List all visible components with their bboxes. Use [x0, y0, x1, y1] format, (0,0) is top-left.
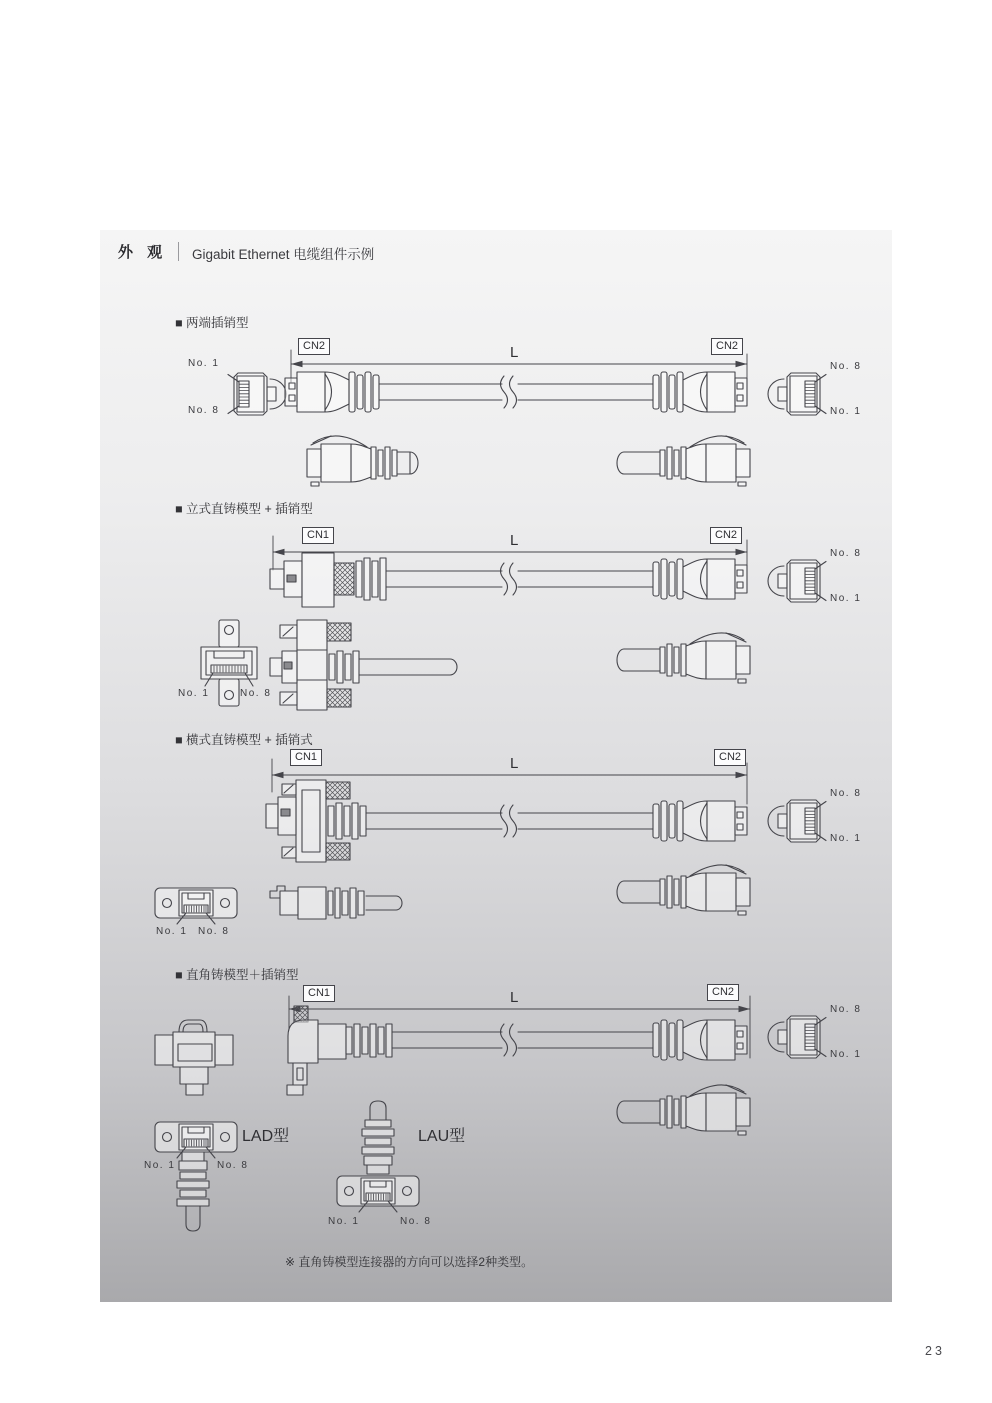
pin-no8-label: No. 8 [830, 548, 862, 559]
rj45-front-view-right [768, 373, 826, 415]
dimension-l-label: L [510, 755, 519, 772]
section-2-label: ■ 立式直铸模型 + 插销型 [175, 502, 313, 516]
pin-no8-label: No. 8 [830, 361, 862, 372]
rj45-plug-right [653, 559, 747, 599]
cn2-left-callout: CN2 [298, 338, 330, 355]
cn1-left-callout: CN1 [302, 527, 334, 544]
vertical-molded-connector-side-view [270, 553, 386, 607]
rj45-plug-right [653, 1020, 747, 1060]
cable [386, 571, 653, 587]
pin-no8-label: No. 8 [830, 788, 862, 799]
right-angle-connector-top-view [155, 1020, 233, 1095]
cn2-right-callout: CN2 [707, 984, 739, 1001]
rj45-plug-side-view-right [617, 633, 750, 683]
pin-no1-label: No. 1 [178, 688, 210, 699]
cn2-right-callout: CN2 [711, 338, 743, 355]
flange-mount-front-view [155, 888, 237, 924]
section-3-label: ■ 横式直铸模型 + 插销式 [175, 733, 313, 747]
rj45-plug-right [653, 801, 747, 841]
appearance-diagram-panel [100, 230, 892, 1302]
pin-no8-label: No. 8 [400, 1216, 432, 1227]
rj45-front-view-right [768, 800, 826, 842]
section-1-label: ■ 两端插销型 [175, 316, 249, 330]
pin-no8-label: No. 8 [240, 688, 272, 699]
section-4-label: ■ 直角铸模型＋插销型 [175, 968, 299, 982]
lau-type-label: LAU型 [418, 1128, 466, 1145]
rj45-plug-left [285, 372, 379, 412]
pin-no1-label: No. 1 [144, 1160, 176, 1171]
cable [392, 1032, 653, 1048]
pin-no1-label: No. 1 [830, 1049, 862, 1060]
horizontal-molded-connector-mounted-side-view [270, 886, 402, 919]
dimension-l-label: L [510, 344, 519, 361]
lau-type-connector-drawing [337, 1101, 419, 1212]
footnote: ※ 直角铸模型连接器的方向可以选择2种类型。 [285, 1255, 534, 1269]
rj45-plug-right [653, 372, 747, 412]
cn2-right-callout: CN2 [714, 749, 746, 766]
pin-no8-label: No. 8 [217, 1160, 249, 1171]
vertical-molded-connector-mounted-side-view [270, 620, 457, 710]
pin-no8-label: No. 8 [830, 1004, 862, 1015]
pin-no1-label: No. 1 [156, 926, 188, 937]
pin-no1-label: No. 1 [188, 358, 220, 369]
cn1-left-callout: CN1 [303, 985, 335, 1002]
lad-type-label: LAD型 [242, 1128, 290, 1145]
page-title: 外 观 [118, 244, 168, 261]
horizontal-molded-connector-side-view [266, 780, 366, 862]
rj45-front-view-right [768, 1016, 826, 1058]
rj45-plug-side-view-right [617, 1085, 750, 1135]
lad-type-connector-drawing [155, 1122, 237, 1231]
dimension-l-label: L [510, 989, 519, 1006]
page-number: 23 [925, 1344, 945, 1358]
cn1-left-callout: CN1 [290, 749, 322, 766]
header-divider [178, 242, 179, 261]
dimension-l-label: L [510, 532, 519, 549]
rj45-plug-side-view-left [307, 436, 418, 486]
cable-break-marks [501, 1024, 517, 1056]
cn2-right-callout: CN2 [710, 527, 742, 544]
rj45-front-view-right [768, 560, 826, 602]
cable-break-marks [501, 805, 517, 837]
cable-break-marks [501, 376, 517, 408]
page-subtitle: Gigabit Ethernet 电缆组件示例 [192, 247, 375, 262]
cable-break-marks [501, 563, 517, 595]
right-angle-connector-side-view [287, 1006, 392, 1095]
pin-no1-label: No. 1 [830, 833, 862, 844]
pin-no8-label: No. 8 [188, 405, 220, 416]
pin-no8-label: No. 8 [198, 926, 230, 937]
pin-no1-label: No. 1 [328, 1216, 360, 1227]
cable-assembly-drawing-vertical-molded [100, 520, 892, 720]
rj45-front-view-left [228, 373, 286, 415]
pin-no1-label: No. 1 [830, 406, 862, 417]
pin-no1-label: No. 1 [830, 593, 862, 604]
rj45-plug-side-view-right [617, 865, 750, 915]
rj45-plug-side-view-right [617, 436, 750, 486]
